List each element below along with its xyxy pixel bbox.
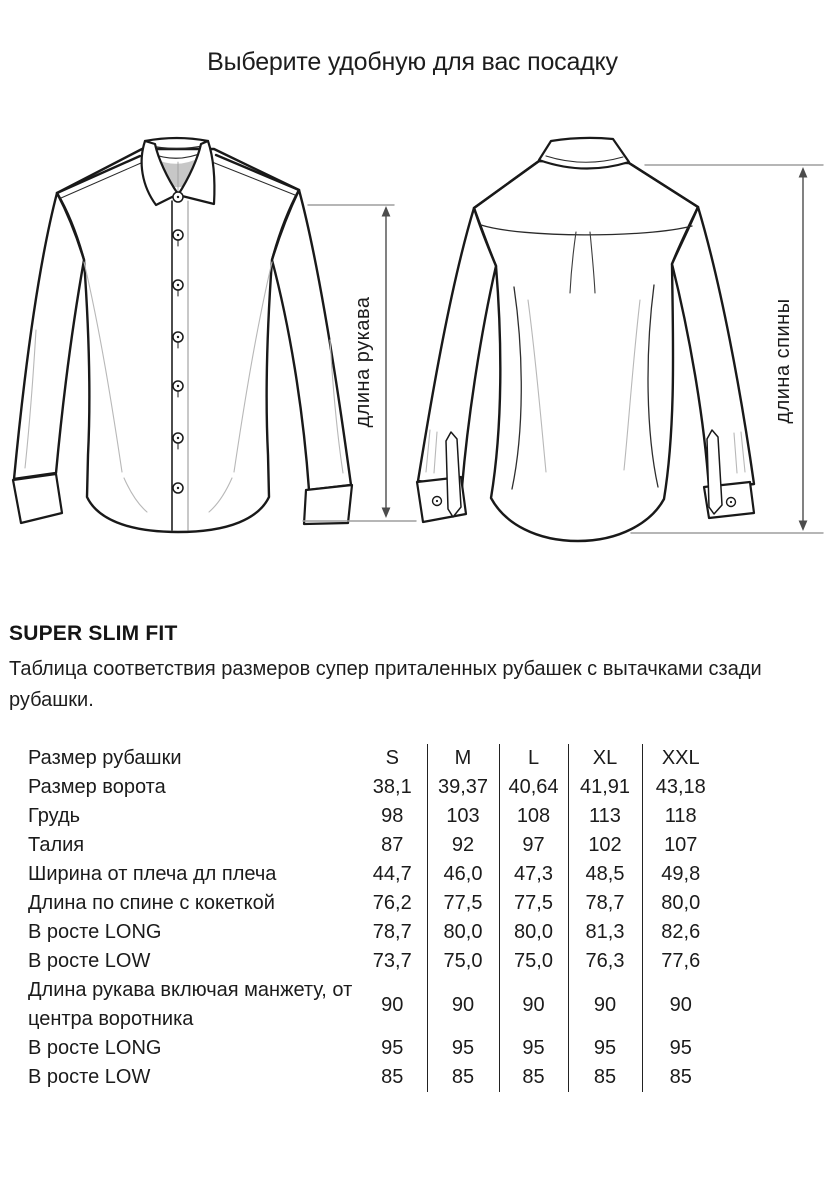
size-value-cell: 107	[642, 831, 719, 860]
size-value-cell: 102	[568, 831, 642, 860]
table-row	[28, 860, 719, 889]
row-label: В росте LOW	[28, 950, 151, 972]
size-header-xl: XL	[568, 744, 642, 773]
back-shirt-drawing	[417, 138, 754, 541]
size-value-cell: 85	[642, 1063, 719, 1092]
fit-heading: SUPER SLIM FIT	[9, 622, 178, 645]
size-value-cell: 44,7	[372, 863, 412, 885]
back-length-label: длина спины	[772, 298, 794, 424]
size-value-cell: 90	[427, 976, 499, 1034]
size-value-cell: 75,0	[427, 947, 499, 976]
size-value-cell: 95	[642, 1034, 719, 1063]
size-value-cell: 95	[427, 1034, 499, 1063]
size-header-m: M	[427, 744, 499, 773]
size-value-cell: 81,3	[568, 918, 642, 947]
size-header-s: S	[385, 747, 399, 769]
size-header-l: L	[499, 744, 568, 773]
size-value-cell: 95	[568, 1034, 642, 1063]
size-value-cell: 41,91	[568, 773, 642, 802]
size-value-cell: 98	[381, 805, 404, 827]
size-value-cell: 85	[499, 1063, 568, 1092]
size-value-cell: 90	[568, 976, 642, 1034]
table-row	[28, 889, 719, 918]
size-value-cell: 80,0	[642, 889, 719, 918]
size-value-cell: 48,5	[568, 860, 642, 889]
size-value-cell: 97	[499, 831, 568, 860]
table-row	[28, 802, 719, 831]
table-row	[28, 773, 719, 802]
row-label: Размер рубашки	[28, 747, 182, 769]
size-value-cell: 90	[642, 976, 719, 1034]
size-value-cell: 47,3	[499, 860, 568, 889]
size-value-cell: 87	[381, 834, 404, 856]
size-value-cell: 73,7	[372, 950, 412, 972]
fit-description: Таблица соответствия размеров супер приталенных рубашек с вытачками сзади рубашки.	[9, 658, 762, 711]
size-value-cell: 90	[499, 976, 568, 1034]
row-label: Талия	[28, 834, 85, 856]
size-value-cell: 39,37	[427, 773, 499, 802]
size-value-cell: 46,0	[427, 860, 499, 889]
back-body	[474, 161, 698, 541]
table-header-row	[28, 744, 719, 773]
table-row	[28, 831, 719, 860]
size-table	[28, 744, 719, 1092]
size-value-cell: 103	[427, 802, 499, 831]
collar-top-edge	[145, 138, 208, 141]
row-label: Грудь	[28, 805, 81, 827]
row-label: Длина рукава включая манжету, от центра воротника	[28, 979, 353, 1030]
size-value-cell: 95	[499, 1034, 568, 1063]
table-row	[28, 1063, 719, 1092]
row-label: В росте LONG	[28, 1037, 162, 1059]
back-collar	[539, 138, 629, 169]
front-shirt-drawing	[13, 138, 352, 532]
size-value-cell: 85	[427, 1063, 499, 1092]
size-value-cell: 38,1	[372, 776, 412, 798]
size-value-cell: 77,5	[499, 889, 568, 918]
size-value-cell: 49,8	[642, 860, 719, 889]
size-value-cell: 95	[381, 1037, 404, 1059]
size-value-cell: 78,7	[372, 921, 412, 943]
size-value-cell: 92	[427, 831, 499, 860]
size-header-xxl: XXL	[642, 744, 719, 773]
size-value-cell: 77,6	[642, 947, 719, 976]
size-value-cell: 108	[499, 802, 568, 831]
size-value-cell: 82,6	[642, 918, 719, 947]
table-row	[28, 947, 719, 976]
table-row	[28, 976, 719, 1034]
size-value-cell: 80,0	[499, 918, 568, 947]
row-label: В росте LONG	[28, 921, 162, 943]
size-value-cell: 80,0	[427, 918, 499, 947]
size-value-cell: 85	[568, 1063, 642, 1092]
size-value-cell: 85	[381, 1066, 404, 1088]
row-label: Длина по спине с кокеткой	[28, 892, 275, 914]
table-row	[28, 918, 719, 947]
size-value-cell: 76,3	[568, 947, 642, 976]
row-label: Размер ворота	[28, 776, 166, 798]
front-left-cuff	[13, 474, 62, 523]
sleeve-length-label: длина рукава	[352, 296, 374, 428]
size-value-cell: 78,7	[568, 889, 642, 918]
size-value-cell: 76,2	[372, 892, 412, 914]
page-title: Выберите удобную для вас посадку	[207, 48, 618, 76]
size-value-cell: 118	[642, 802, 719, 831]
front-right-cuff	[304, 485, 352, 524]
size-value-cell: 75,0	[499, 947, 568, 976]
size-value-cell: 90	[381, 993, 404, 1016]
row-label: Ширина от плеча дл плеча	[28, 863, 277, 885]
size-value-cell: 40,64	[499, 773, 568, 802]
table-row	[28, 1034, 719, 1063]
size-value-cell: 113	[568, 802, 642, 831]
size-value-cell: 77,5	[427, 889, 499, 918]
row-label: В росте LOW	[28, 1066, 151, 1088]
size-value-cell: 43,18	[642, 773, 719, 802]
